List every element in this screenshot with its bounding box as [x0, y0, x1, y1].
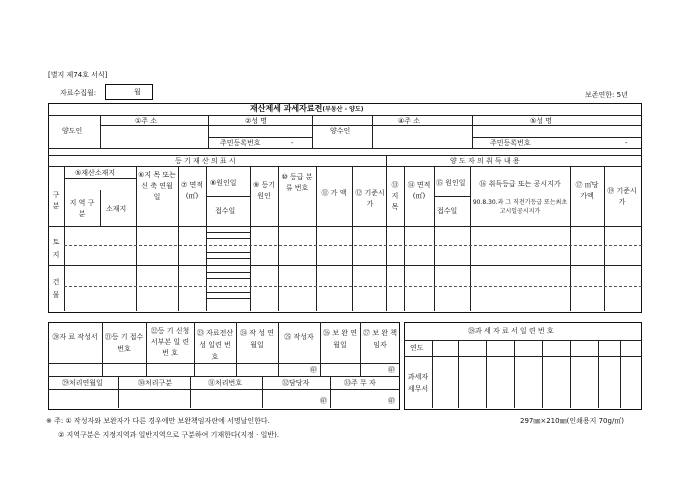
note-1: ※ 주: ① 작성자와 보완자가 다른 경우에만 보완책임자란에 서명날인한다. — [46, 417, 270, 425]
col-area: ⑦ 면적 (㎡) — [180, 181, 204, 201]
seller-rrn-dash: - — [291, 139, 294, 147]
app-no-label: ㉒등 기 신청서부본 일 련 번 호 — [150, 327, 190, 357]
form-number: [별지 제74호 서식] — [48, 71, 108, 79]
seller-label: 양도인 — [62, 127, 83, 135]
year-label: 연도 — [410, 344, 424, 352]
buyer-label: 양수인 — [330, 127, 351, 135]
made-date-label: ㉔ 작 성 연월일 — [240, 329, 274, 349]
officer-label: ㉜담당자 — [282, 379, 310, 387]
officer-seal: ㊞ — [320, 397, 327, 405]
row-building-label: 건 물 — [52, 278, 60, 299]
acquisition-section-title: 양 도 자 의 취 득 내 용 — [450, 157, 520, 165]
author-label: ⑳자 료 작성서 — [52, 333, 98, 341]
supp-person-label: ㉗ 보 완 책임자 — [363, 329, 397, 349]
receipt-no-label: ㉑등 기 접수번호 — [104, 333, 144, 353]
col-location: ⑤재산소재지 — [75, 169, 116, 177]
col-price: ⑪ 가 액 — [321, 189, 347, 197]
note-2: ② 지역구분은 지정지역과 일반지역으로 구분하여 기재한다(지정 · 일반). — [58, 431, 280, 439]
retention-period: 보존연한: 5년 — [585, 91, 628, 99]
collect-month-box[interactable] — [105, 84, 153, 100]
col-reg-cause: ⑨ 등기 원인 — [252, 181, 276, 201]
form-title-sub: (부동산 - 양도) — [322, 106, 364, 113]
col-acq-area: ⑭ 면적 (㎡) — [407, 181, 431, 201]
col-std-price: ⑫ 기준시가 — [355, 189, 385, 209]
tax-serial-table — [404, 322, 642, 410]
supervisor-label: ㉝주 무 자 — [344, 379, 376, 387]
row-land-label: 토 지 — [52, 238, 60, 259]
form-title-main: 재산제세 과세자료전 — [250, 104, 323, 113]
paper-spec: 297㎜×210㎜(인쇄용지 70g/㎡) — [520, 417, 625, 425]
proc-date-label: ㉙처리연월일 — [62, 379, 103, 387]
maker-label: ㉕ 작성자 — [284, 333, 314, 341]
buyer-rrn-dash: - — [625, 139, 628, 147]
seller-rrn-label: 주민등록번호 — [220, 139, 261, 147]
collect-month-value: 월 — [134, 88, 141, 96]
seller-name-label: ②성 명 — [245, 117, 268, 125]
tax-serial-title: ㉘과 세 자 료 서 일 련 번 호 — [468, 327, 554, 335]
supp-seal: ㊞ — [388, 366, 395, 374]
supervisor-seal: ㊞ — [388, 397, 395, 405]
col-acq-grade-sub: 90.8.30.과 그 직전기등급 또는최초고시일공시지가 — [472, 199, 568, 215]
col-address: 소재지 — [106, 205, 127, 213]
buyer-name-label: ⑤성 명 — [530, 117, 553, 125]
buyer-address-label: ④주 소 — [398, 117, 421, 125]
col-acq-land-use: ⑬ 지 목 — [391, 181, 399, 212]
col-acq-std: ⑲ 기준시가 — [607, 187, 637, 207]
col-receipt-date: 접수일 — [215, 207, 236, 215]
maker-seal: ㊞ — [310, 366, 317, 374]
col-unit-price: ⑰ ㎡당 가액 — [575, 181, 599, 201]
buyer-rrn-label: 주민등록번호 — [490, 139, 531, 147]
col-acq-cause-date: ⑮ 원인일 — [436, 179, 466, 187]
col-gubun: 구 분 — [52, 191, 60, 211]
col-land-use: ⑥지 목 또는 신 축 연월일 — [138, 171, 176, 201]
supp-date-label: ㉖ 보 완 연월일 — [323, 329, 357, 349]
proc-type-label: ㉚처리구분 — [138, 379, 173, 387]
seller-address-label: ①주 소 — [135, 117, 158, 125]
col-grade: ⑩ 등급 분류 번호 — [281, 173, 313, 193]
proc-no-label: ㉛처리번호 — [208, 379, 243, 387]
col-region-gubun: 지 역 구 분 — [69, 199, 95, 219]
data-no-label: ㉓ 자료전산성 일련 번호 — [196, 329, 234, 361]
collect-month-label: 자료수집월: — [60, 89, 97, 97]
form-title — [250, 105, 363, 113]
col-acq-grade: ⑯ 취득등급 또는 공시지가 — [479, 180, 561, 188]
col-cause-date: ⑧원인일 — [210, 179, 237, 187]
registry-section-title: 등 기 재 산 의 표 시 — [175, 157, 236, 165]
col-acq-receipt: 접수일 — [437, 207, 458, 215]
tax-office-label: 과세자 세무서 — [407, 373, 429, 393]
